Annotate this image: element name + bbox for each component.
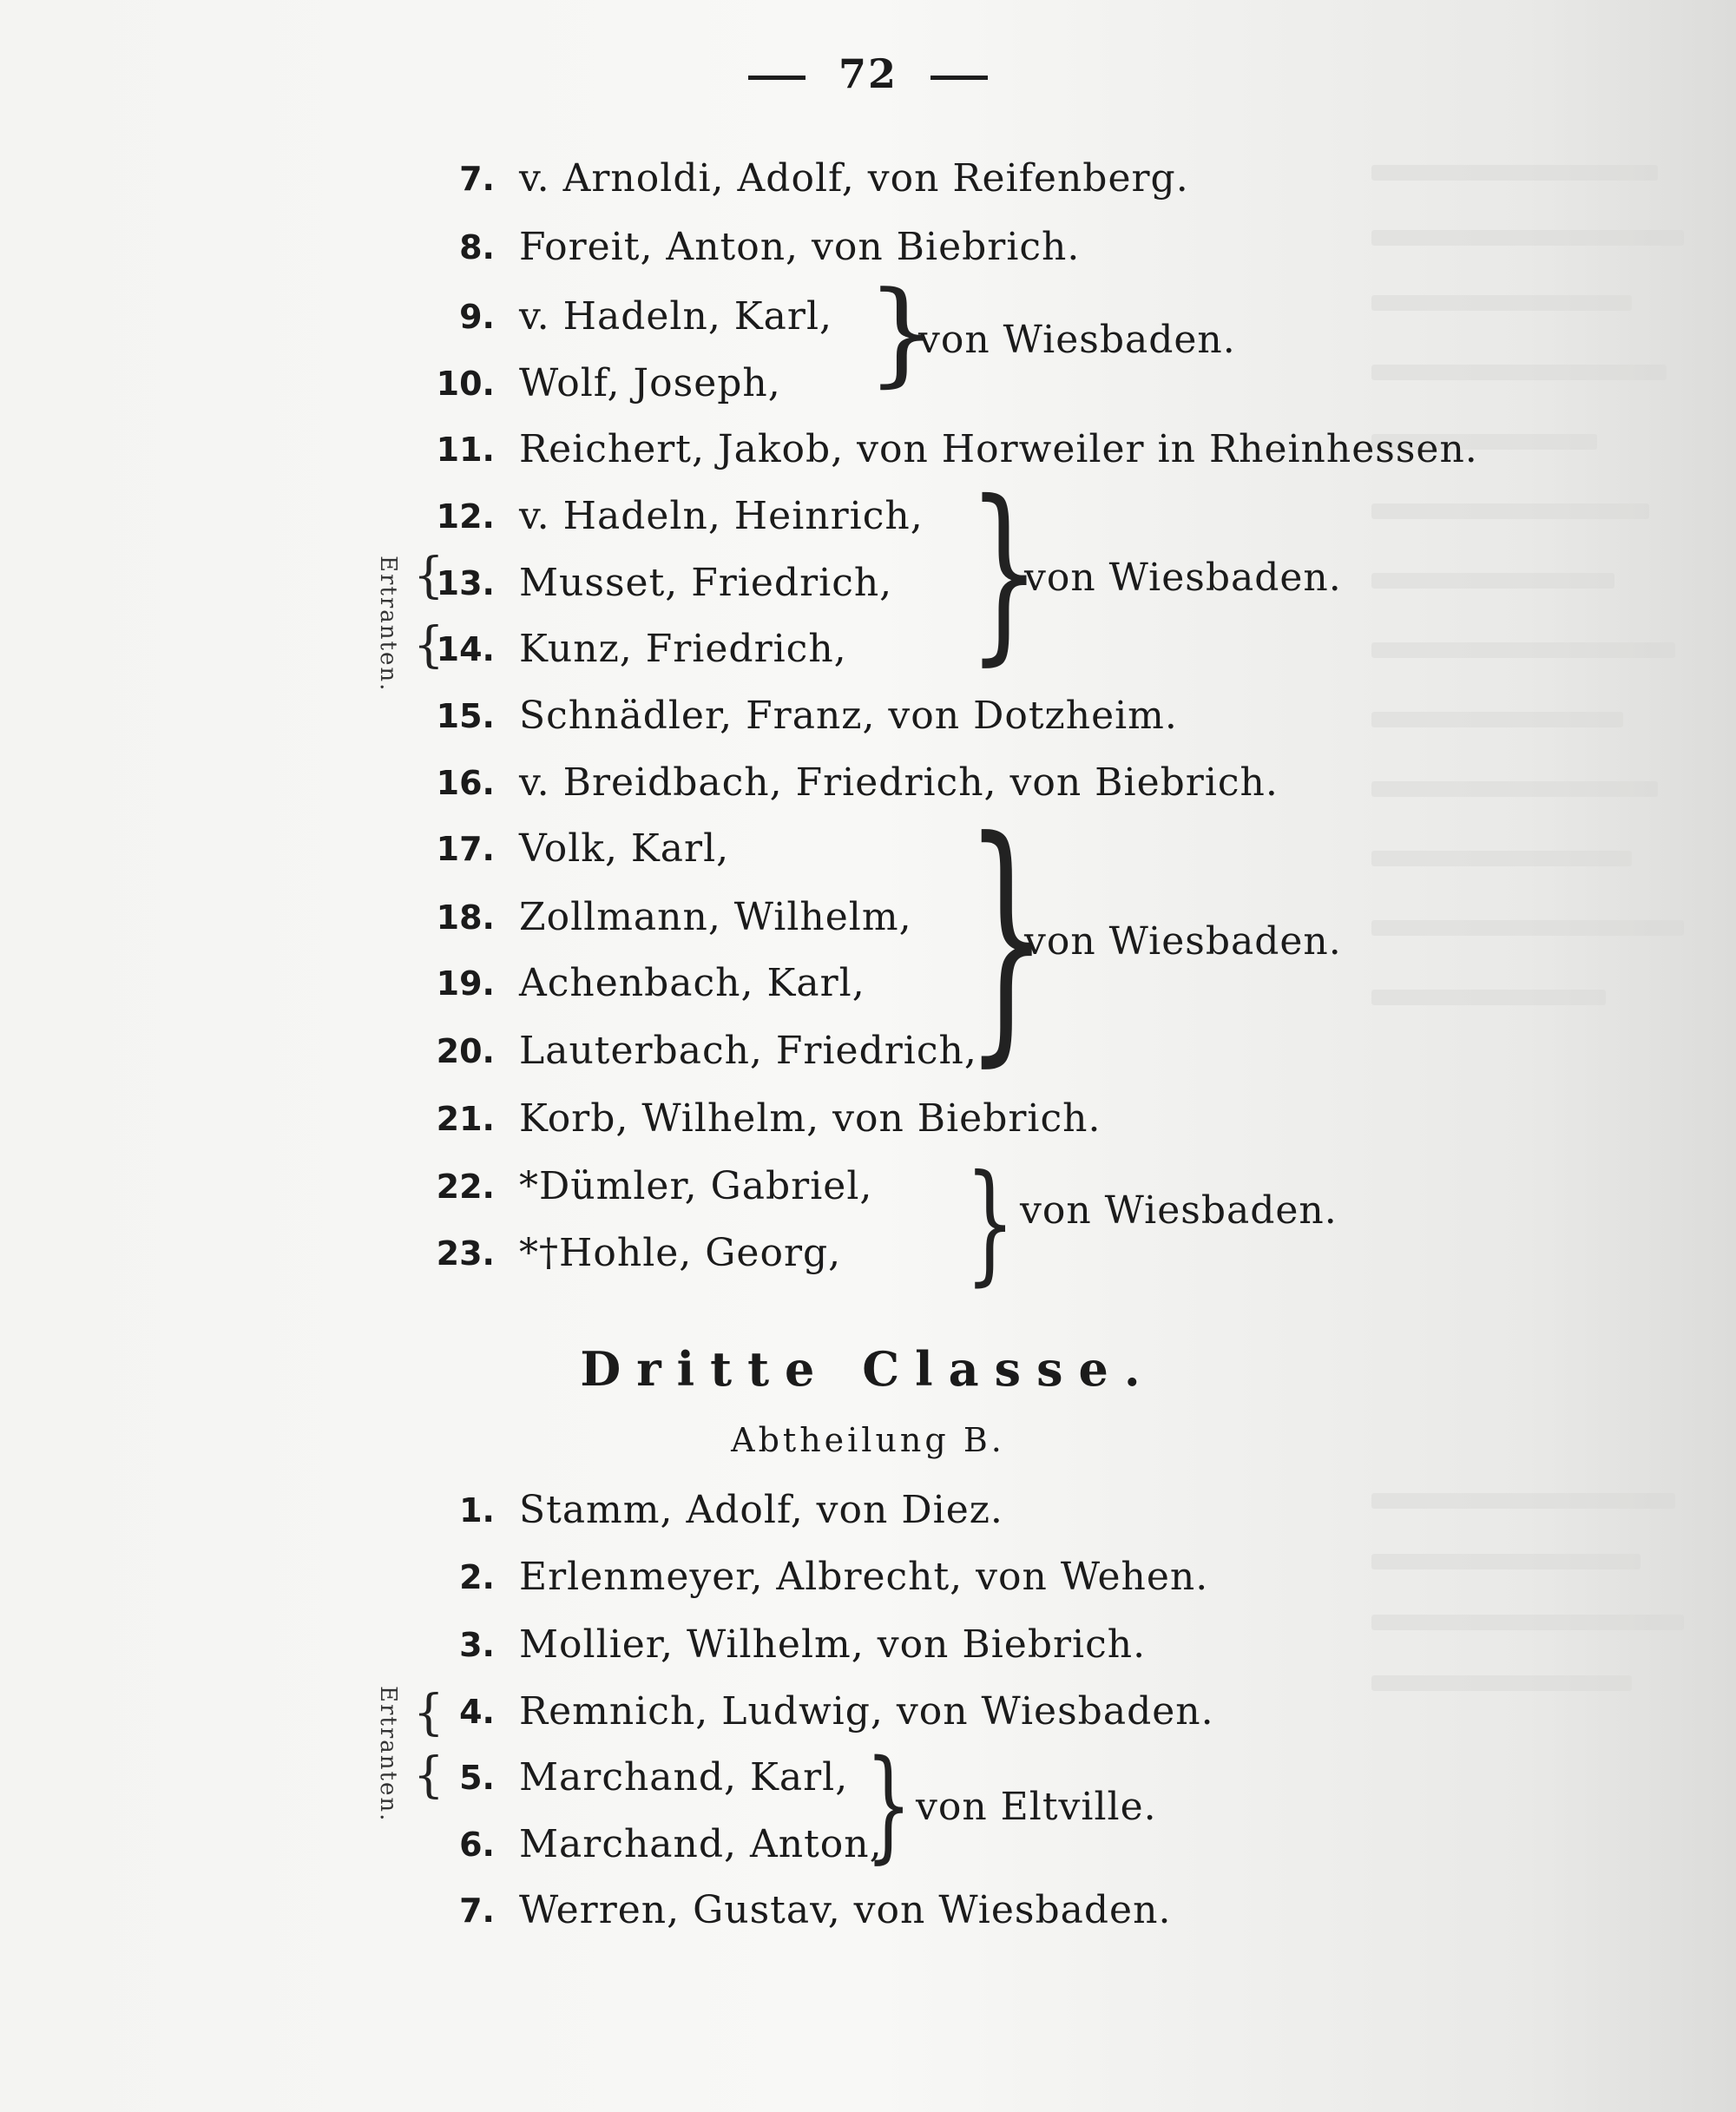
entry-number: 10. [436,365,495,403]
entry-number: 8. [459,228,495,266]
entry-number: 23. [436,1234,495,1273]
entry-number: 20. [436,1032,495,1070]
entry-text: Kunz, Friedrich, [519,627,847,671]
entry-number: 16. [436,764,495,802]
grouping-brace: } [968,460,1041,682]
group-label: von Wiesbaden. [1024,919,1342,964]
entry-number: 12. [436,497,495,536]
entry-text: Schnädler, Franz, von Dotzheim. [519,694,1178,738]
entry-text: Korb, Wilhelm, von Biebrich. [519,1096,1101,1141]
entry-number: 17. [436,830,495,868]
entry-number: 7. [459,160,495,198]
group-label: von Wiesbaden. [1024,556,1342,600]
bleed-through-texture [1371,148,1719,1797]
entry-number: 5. [459,1759,495,1797]
entry-text: Stamm, Adolf, von Diez. [519,1488,1003,1532]
entry-text: Zollmann, Wilhelm, [519,895,912,939]
marginal-brace: { [413,617,444,674]
entry-number: 7. [459,1892,495,1930]
page-number [0,50,1736,97]
grouping-brace: } [965,1148,1016,1299]
entry-number: 6. [459,1826,495,1864]
entry-text: v. Arnoldi, Adolf, von Reifenberg. [519,156,1189,201]
entry-number: 21. [436,1100,495,1138]
entry-text: v. Hadeln, Heinrich, [519,494,924,538]
marginal-note: Ertranten. [375,1686,401,1823]
entry-text: *Dümler, Gabriel, [519,1164,873,1208]
marginal-brace: { [413,548,444,604]
grouping-brace: } [865,1734,912,1876]
entry-text: Reichert, Jakob, von Horweiler in Rheinhessen. [519,427,1478,471]
entry-number: 22. [436,1168,495,1206]
section-subtitle: Abtheilung B. [731,1421,1005,1459]
entry-text: Lauterbach, Friedrich, [519,1029,977,1073]
entry-number: 18. [436,898,495,937]
entry-number: 11. [436,431,495,469]
entry-text: Foreit, Anton, von Biebrich. [519,225,1081,269]
entry-text: Wolf, Joseph, [519,361,781,405]
entry-number: 14. [436,630,495,668]
entry-text: Marchand, Anton, [519,1822,883,1866]
folio-dash-right [930,76,988,80]
marginal-brace: { [413,1685,444,1741]
entry-text: *†Hohle, Georg, [519,1231,842,1275]
grouping-brace: } [965,786,1049,1089]
entry-text: Werren, Gustav, von Wiesbaden. [519,1888,1172,1932]
folio-dash-left [748,76,806,80]
entry-number: 9. [459,298,495,336]
entry-text: v. Hadeln, Karl, [519,294,832,339]
group-label: von Eltville. [916,1785,1157,1829]
entry-number: 13. [436,564,495,602]
entry-text: v. Breidbach, Friedrich, von Biebrich. [519,760,1279,805]
section-title: Dritte Classe. [580,1341,1156,1397]
entry-number: 2. [459,1558,495,1596]
entry-text: Achenbach, Karl, [519,961,865,1005]
entry-text: Remnich, Ludwig, von Wiesbaden. [519,1689,1214,1734]
entry-number: 4. [459,1693,495,1731]
entry-number: 15. [436,697,495,735]
entry-number: 3. [459,1626,495,1664]
entry-number: 19. [436,964,495,1003]
entry-text: Mollier, Wilhelm, von Biebrich. [519,1622,1147,1667]
grouping-brace: } [866,266,938,398]
marginal-brace: { [413,1747,444,1804]
entry-text: Volk, Karl, [519,826,730,871]
entry-number: 1. [459,1491,495,1530]
entry-text: Marchand, Karl, [519,1755,849,1799]
group-label: von Wiesbaden. [1020,1188,1338,1233]
page-number-text: 72 [838,50,898,97]
group-label: von Wiesbaden. [918,318,1236,362]
entry-text: Erlenmeyer, Albrecht, von Wehen. [519,1555,1209,1599]
marginal-note: Ertranten. [375,556,401,693]
entry-text: Musset, Friedrich, [519,561,893,605]
